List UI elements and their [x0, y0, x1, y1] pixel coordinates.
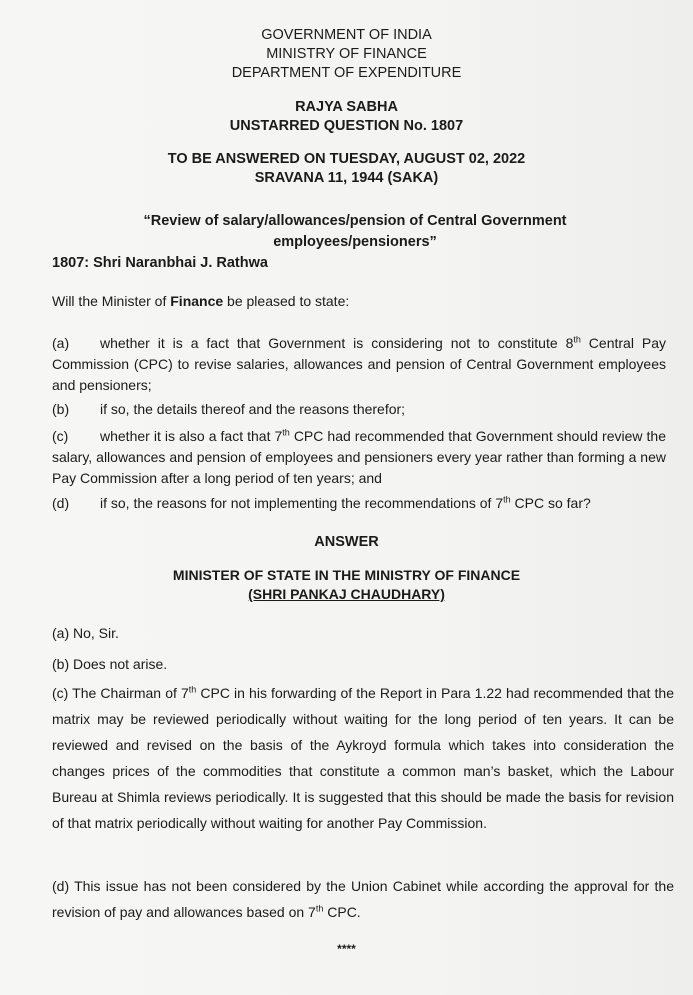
question-subject — [60, 211, 650, 253]
answer-text: (d) This issue has not been considered by the Union Cabinet while according the approval for the revision of pay and allowances based on 7 — [52, 878, 674, 920]
answer-heading: ANSWER — [314, 534, 379, 550]
minister-name: (SHRI PANKAJ CHAUDHARY) — [248, 586, 445, 602]
answer-text-cont: CPC. — [323, 904, 361, 920]
ministry-line: MINISTRY OF FINANCE — [266, 46, 427, 62]
asker-name: 1807: Shri Naranbhai J. Rathwa — [52, 255, 268, 271]
question-text: whether it is also a fact that 7 — [100, 428, 283, 444]
letterhead — [0, 26, 693, 83]
intro-suffix: be pleased to state: — [223, 293, 350, 309]
question-text: whether it is a fact that Government is considering not to constitute 8 — [100, 335, 574, 351]
question-item-c — [52, 426, 666, 489]
question-label: (a) — [52, 335, 70, 351]
question-text-cont: CPC so far? — [510, 495, 591, 511]
saka-date: SRAVANA 11, 1944 (SAKA) — [254, 170, 439, 186]
superscript: th — [188, 684, 197, 695]
answer-text: (b) Does not arise. — [52, 656, 168, 672]
question-item-d — [52, 493, 666, 514]
department-line: DEPARTMENT OF EXPENDITURE — [231, 65, 462, 81]
question-text: if so, the reasons for not implementing the recommendations of 7 — [100, 495, 504, 511]
subject-line-1: “Review of salary/allowances/pension of Central Government — [143, 213, 567, 229]
superscript: th — [503, 494, 511, 505]
superscript: th — [315, 903, 324, 914]
answer-text: (c) The Chairman of 7 — [52, 685, 189, 701]
question-text-cont: Central Pay Commission (CPC) to revise salaries, allowances and pension of Central Government employees and pensioners; — [52, 335, 666, 393]
question-number: UNSTARRED QUESTION No. 1807 — [229, 118, 464, 134]
minister-title: MINISTER OF STATE IN THE MINISTRY OF FINANCE — [172, 567, 521, 583]
question-label: (b) — [52, 401, 70, 417]
question-label: (d) — [52, 495, 70, 511]
answer-item-b — [52, 651, 674, 677]
question-label: (c) — [52, 428, 69, 444]
question-text: if so, the details thereof and the reasons therefor; — [100, 401, 406, 417]
answer-item-a — [52, 620, 674, 646]
question-item-a — [52, 333, 666, 396]
intro-ministry: Finance — [170, 293, 224, 309]
schedule-block — [0, 150, 693, 188]
answer-date: TO BE ANSWERED ON TUESDAY, AUGUST 02, 2022 — [167, 151, 526, 167]
answer-item-c — [52, 680, 674, 836]
government-line: GOVERNMENT OF INDIA — [261, 27, 432, 43]
intro-prefix: Will the Minister of — [52, 293, 171, 309]
subject-line-2: employees/pensioners” — [273, 234, 437, 250]
house-block — [0, 98, 693, 136]
answer-text: (a) No, Sir. — [52, 625, 119, 641]
superscript: th — [282, 427, 290, 438]
question-text-cont: CPC had recommended that Government should review the salary, allowances and pension of employees and pensioners every year rather than forming a new Pay Commission after a long period of ten years; and — [52, 428, 666, 486]
end-mark: **** — [337, 942, 356, 956]
superscript: th — [573, 334, 581, 345]
intro-line — [52, 293, 349, 309]
house-name: RAJYA SABHA — [295, 99, 398, 115]
minister-block — [0, 566, 693, 604]
question-item-b — [52, 399, 666, 420]
answer-item-d — [52, 873, 674, 925]
answer-text-cont: CPC in his forwarding of the Report in Para 1.22 had recommended that the matrix may be reviewed periodically without waiting for the long period of ten years. It can be reviewed and revised on the basis of the Aykroyd formula which takes into consideration the changes prices of the commodities that constitute a common man’s basket, which the Labour Bureau at Shimla reviews periodically. It is suggested that this should be made the basis for revision of that matrix periodically without waiting for another Pay Commission. — [52, 685, 674, 831]
